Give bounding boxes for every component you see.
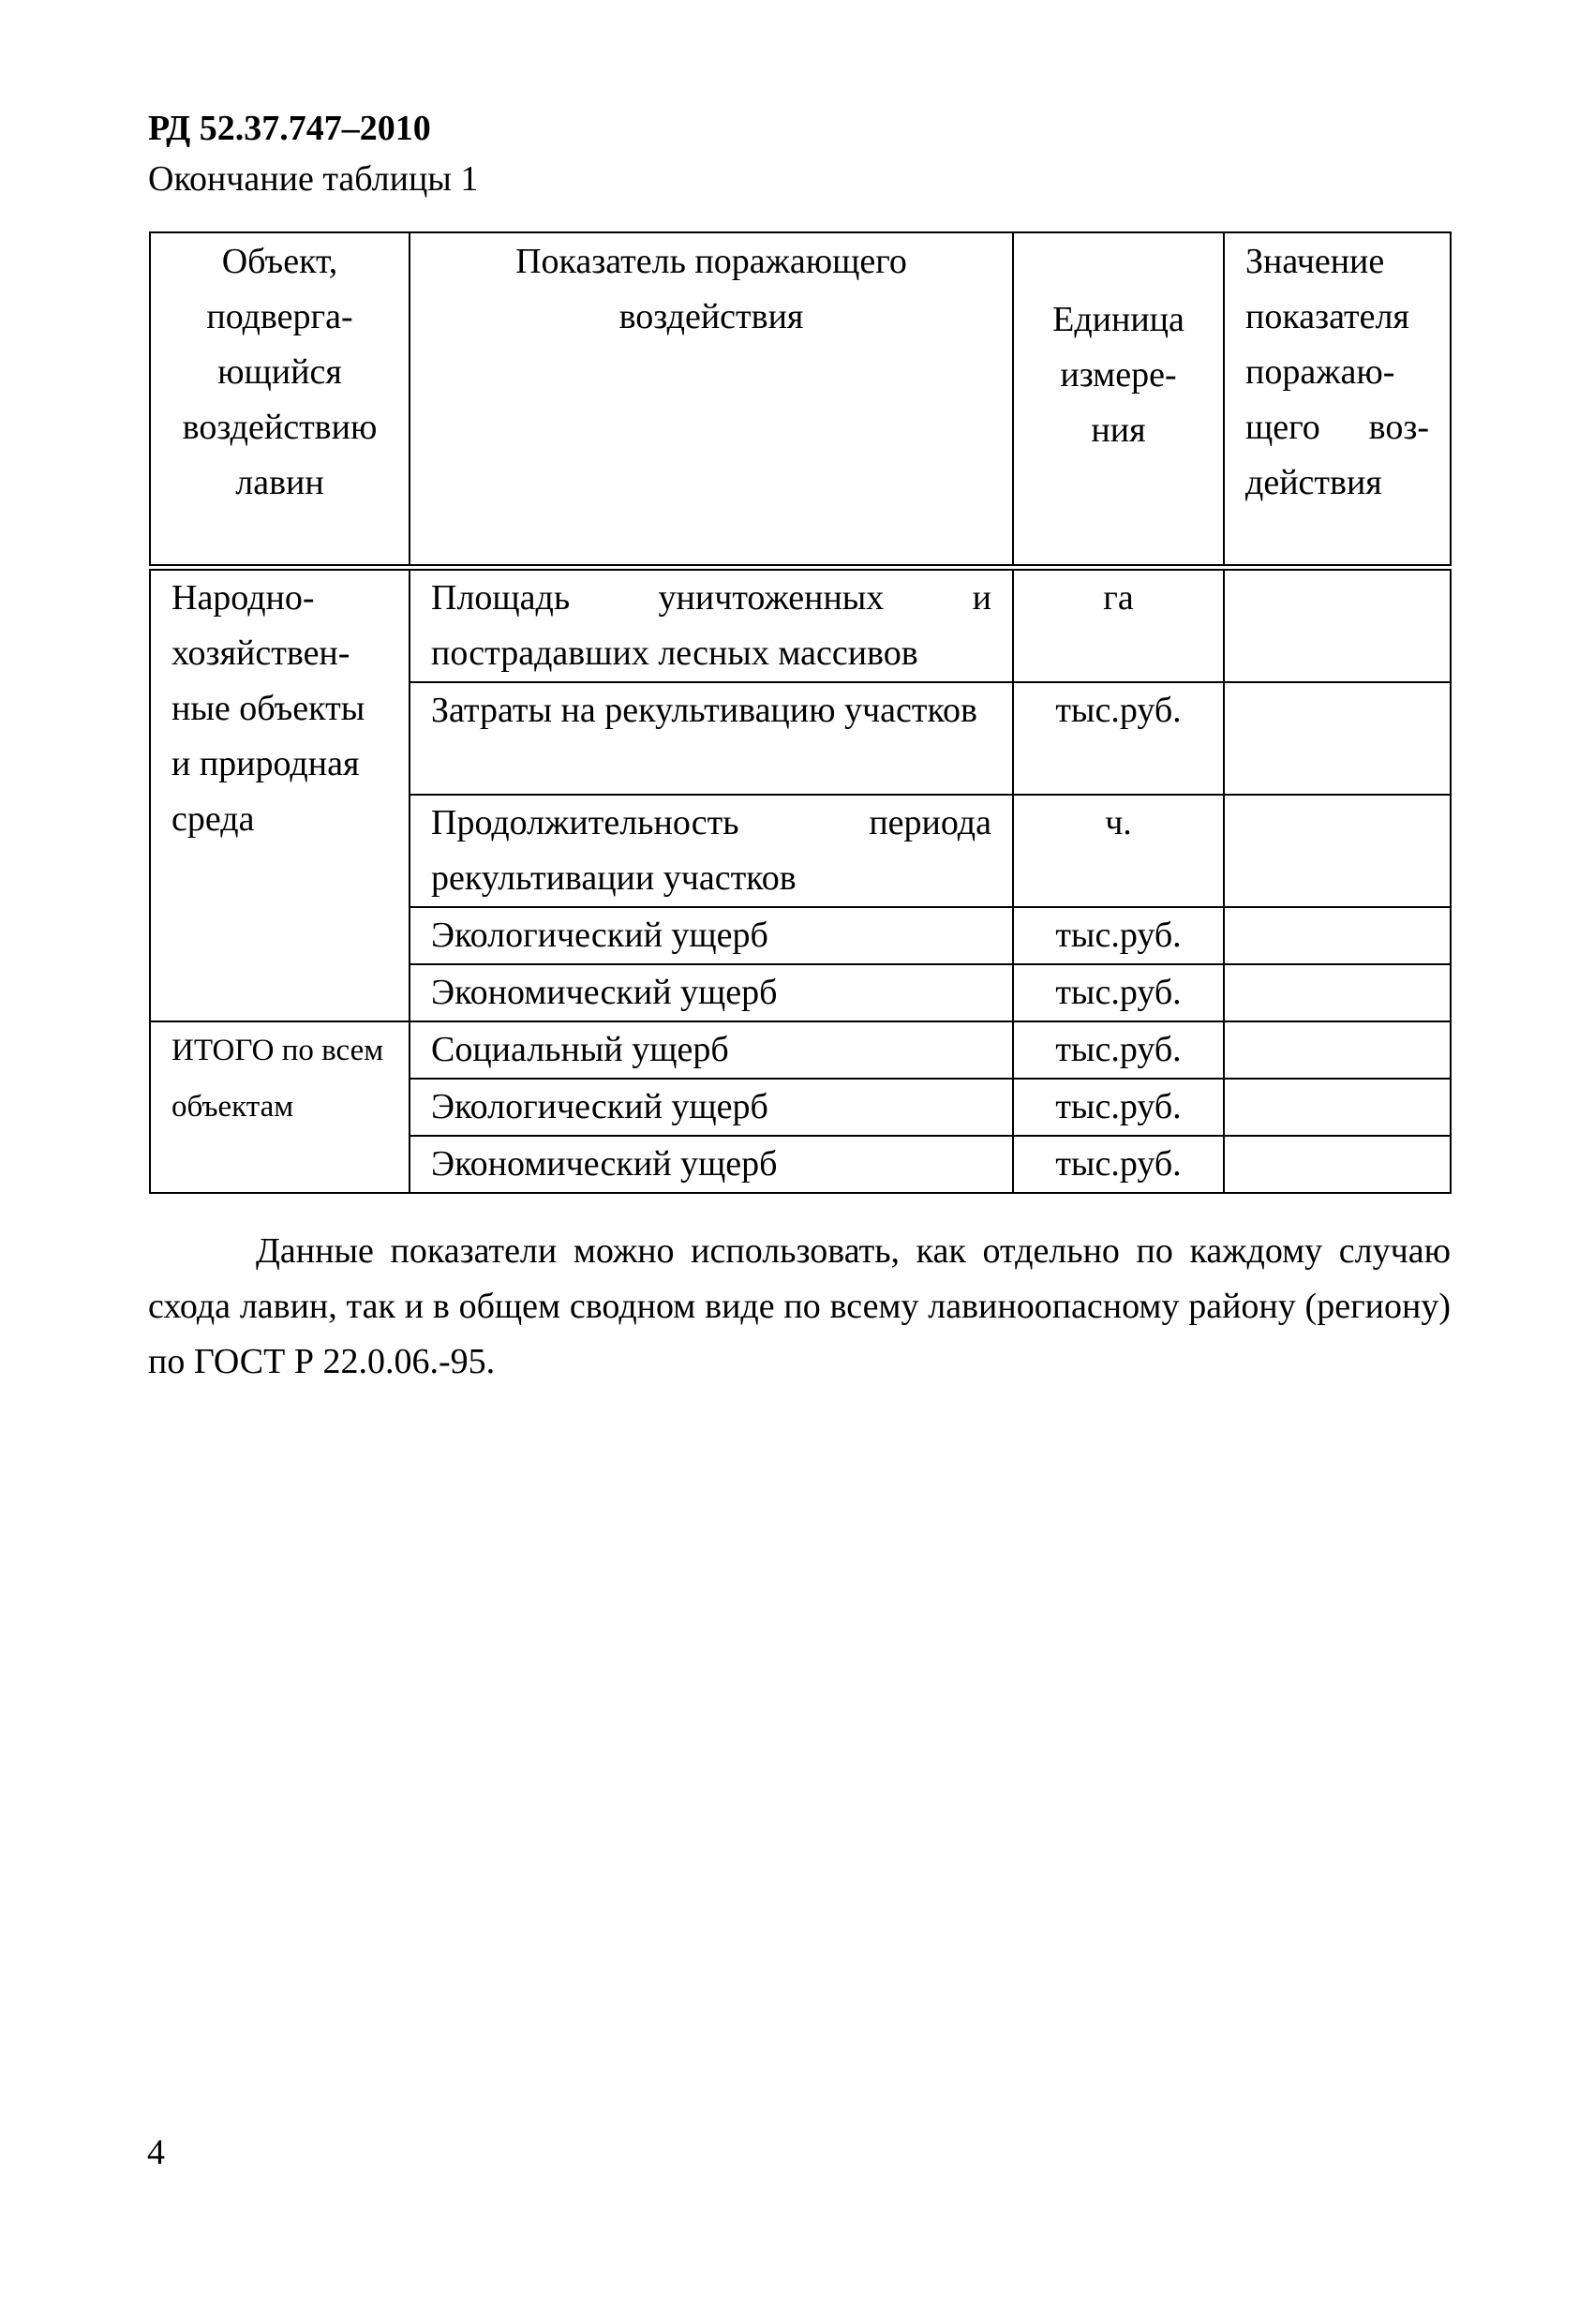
unit-cell: тыс.руб. [1013, 964, 1224, 1021]
unit-cell: га [1013, 568, 1224, 683]
value-cell [1224, 964, 1451, 1021]
unit-cell: тыс.руб. [1013, 1079, 1224, 1136]
value-cell [1224, 1136, 1451, 1193]
indicator-cell: Продолжительность периода рекультивации участков [410, 795, 1013, 907]
indicator-cell: Экономический ущерб [410, 964, 1013, 1021]
indicator-cell: Экологический ущерб [410, 1079, 1013, 1136]
table-row [150, 1021, 1451, 1079]
total-object-cell: ИТОГО по всем объектам [150, 1021, 410, 1193]
table-row [150, 568, 1451, 683]
indicator-cell: Затраты на рекультивацию участков [410, 682, 1013, 795]
document-code: РД 52.37.747–2010 [148, 109, 431, 148]
indicator-cell: Экологический ущерб [410, 907, 1013, 964]
group-object-cell: Народно-хозяйствен-ные объекты и природная среда [150, 568, 410, 1022]
table-caption: Окончание таблицы 1 [148, 159, 479, 199]
header-unit: Единица измере-ния [1013, 232, 1224, 568]
table-header-row [150, 232, 1451, 568]
header-value: Значение показателя поражаю-щего воз-действия [1224, 232, 1451, 568]
indicator-cell: Площадь уничтоженных и пострадавших лесных массивов [410, 568, 1013, 683]
body-paragraph: Данные показатели можно использовать, как отдельно по каждому случаю схода лавин, так и в общем сводном виде по всему лавиноопасному району (региону) по ГОСТ Р 22.0.06.-95. [148, 1231, 1451, 1381]
value-cell [1224, 907, 1451, 964]
indicator-cell: Экономический ущерб [410, 1136, 1013, 1193]
unit-cell: тыс.руб. [1013, 682, 1224, 795]
unit-cell: тыс.руб. [1013, 1136, 1224, 1193]
value-cell [1224, 1079, 1451, 1136]
value-cell [1224, 568, 1451, 683]
unit-cell: тыс.руб. [1013, 907, 1224, 964]
value-cell [1224, 682, 1451, 795]
value-cell [1224, 795, 1451, 907]
value-cell [1224, 1021, 1451, 1079]
unit-cell: тыс.руб. [1013, 1021, 1224, 1079]
indicator-cell: Социальный ущерб [410, 1021, 1013, 1079]
damage-indicators-table [149, 231, 1452, 1194]
unit-cell: ч. [1013, 795, 1224, 907]
header-object: Объект, подверга-ющийся воздействию лавин [150, 232, 410, 568]
page-number: 4 [147, 2133, 165, 2172]
header-indicator: Показатель поражающего воздействия [410, 232, 1013, 568]
